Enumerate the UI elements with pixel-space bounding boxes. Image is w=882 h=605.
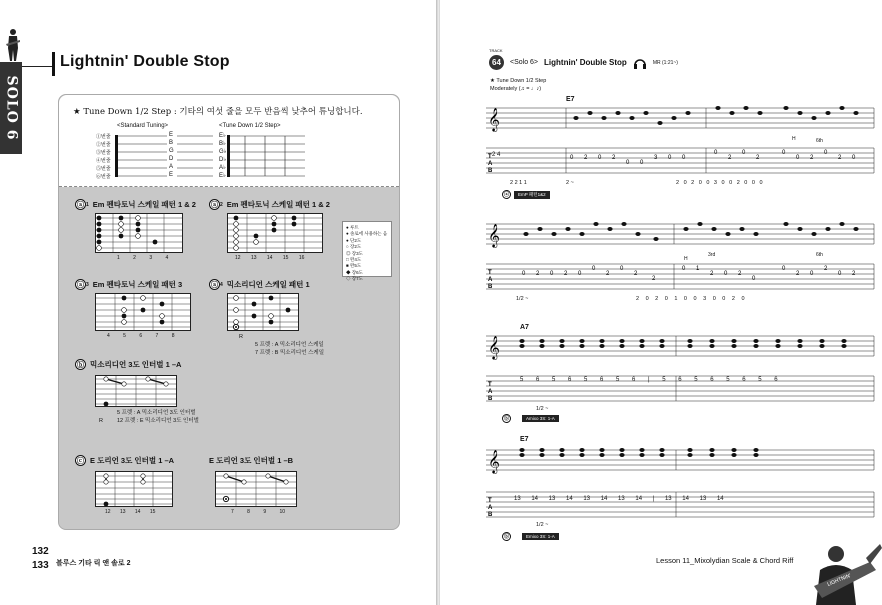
fretboard-a3 <box>95 293 191 331</box>
vibrato-mark: 1/2 ~ <box>536 522 549 528</box>
section-sup: 2 <box>220 201 223 208</box>
svg-text:2: 2 <box>796 271 800 277</box>
svg-text:𝄞: 𝄞 <box>488 107 500 131</box>
section-a3-title <box>75 279 182 290</box>
section-c1-title <box>75 455 174 466</box>
tag-badge: ⓑ <box>503 416 509 422</box>
note-label: G♭ <box>219 149 227 155</box>
chord-name: A7 <box>520 324 529 331</box>
tuning-diagram <box>115 131 315 179</box>
bottom-fingering: 2 0 2 0 1 0 0 3 0 0 2 0 <box>636 296 745 302</box>
svg-text:2: 2 <box>824 266 828 272</box>
section-title-text: Em 펜타토닉 스케일 패턴 1 & 2 <box>226 200 330 209</box>
fret-number: 15 <box>282 255 289 261</box>
scale-tag <box>502 532 559 541</box>
fretboard-b <box>95 375 177 407</box>
note-label: E♭ <box>219 133 226 139</box>
music-system-4 <box>486 434 878 544</box>
root-marker: R <box>239 334 243 340</box>
tune-note: ★ Tune Down 1/2 Step : 기타의 여섯 줄을 모두 반음씩 낮추어 튜닝합니다. <box>73 107 363 117</box>
fret-number: 1 <box>117 255 120 261</box>
a4-note-2: 7 프렛 : B 믹소리디언 스케일 <box>255 350 325 356</box>
fretboard-c1 <box>95 471 173 507</box>
svg-text:A: A <box>488 389 493 395</box>
track-tag: TRACK <box>489 48 503 53</box>
tag-badge: ⓐ <box>503 192 509 198</box>
page-number-right: 133 <box>32 560 49 571</box>
svg-text:0: 0 <box>682 155 686 161</box>
fret-number: 4 <box>165 255 169 261</box>
svg-text:2: 2 <box>584 155 588 161</box>
position-label: 3rd <box>708 252 716 258</box>
lesson-footer: Lesson 11_Mixolydian Scale & Chord Riff <box>656 556 794 565</box>
fretboard-a4-svg <box>228 294 298 330</box>
svg-text:T: T <box>488 270 492 276</box>
svg-text:A: A <box>488 277 493 283</box>
vibrato-mark: 1/2 ~ <box>516 296 529 302</box>
half-step-label: <Tune Down 1/2 Step> <box>219 123 281 129</box>
section-badge: ⓐ <box>209 279 220 290</box>
tab-numbers: 5 6 5 6 5 6 5 6 | 5 6 5 6 5 6 5 6 <box>520 377 778 383</box>
fret-numbers <box>231 509 285 515</box>
svg-text:T: T <box>488 382 492 388</box>
string-label: ⑤번줄 <box>96 166 111 172</box>
section-title-text: E 도리언 3도 인터벌 1 –A <box>90 456 175 465</box>
legend-item: ● 루트 <box>346 225 359 230</box>
note-label: E <box>169 132 174 138</box>
string-label: ⑥번줄 <box>96 174 111 180</box>
section-title-text: E 도리언 3도 인터벌 1 –B <box>209 456 294 465</box>
fret-number: 7 <box>155 333 159 339</box>
svg-text:0: 0 <box>640 160 644 166</box>
page-title: Lightnin' Double Stop <box>60 53 230 70</box>
svg-text:0: 0 <box>824 150 828 156</box>
legend-item: ◆ 장6도 <box>346 269 363 275</box>
note-label: G <box>169 148 174 154</box>
fretboard-b-svg <box>96 376 176 406</box>
legend-item: ● 단2도 <box>346 237 362 243</box>
headphones-icon <box>633 57 647 69</box>
tag-badge: ⓑ <box>503 534 509 540</box>
fret-number: 15 <box>149 509 156 515</box>
svg-text:𝄞: 𝄞 <box>488 223 500 247</box>
fretboard-a4 <box>227 293 299 331</box>
note-label: E♭ <box>219 173 226 179</box>
section-badge: ⓐ <box>75 199 86 210</box>
svg-text:0: 0 <box>724 271 728 277</box>
svg-text:2: 2 <box>852 271 856 277</box>
svg-text:B: B <box>488 396 493 402</box>
svg-text:0: 0 <box>810 271 814 277</box>
section-a2-title <box>209 199 330 210</box>
svg-text:0: 0 <box>852 155 856 161</box>
a4-note-1: 5 프렛 : A 믹소리디언 스케일 <box>255 342 324 348</box>
fret-number: 13 <box>119 509 126 515</box>
fret-number: 2 <box>133 255 136 261</box>
scale-tag <box>502 190 550 199</box>
svg-text:0: 0 <box>782 266 786 272</box>
fretboard-a1 <box>95 213 183 253</box>
fretboard-a2 <box>227 213 323 253</box>
track-time: MR (1:21~) <box>652 59 678 66</box>
fret-number: 12 <box>105 509 111 515</box>
svg-text:2: 2 <box>728 155 732 161</box>
standard-tuning-label: <Standard Tuning> <box>117 123 169 129</box>
scale-panel <box>58 94 400 530</box>
note-label: D <box>169 156 174 162</box>
svg-text:B: B <box>488 284 493 290</box>
svg-text:B: B <box>488 512 493 518</box>
note-label: D♭ <box>219 157 227 163</box>
svg-text:2: 2 <box>652 276 656 282</box>
fretboard-c2-svg <box>216 472 296 506</box>
title-bar <box>52 52 55 76</box>
fret-number: 5 <box>123 333 126 339</box>
fretboard-c2 <box>215 471 297 507</box>
fret-number: 12 <box>235 255 241 261</box>
solo-label: <Solo 6> <box>510 59 539 66</box>
left-page <box>0 0 437 605</box>
svg-text:0: 0 <box>742 150 746 156</box>
svg-text:0: 0 <box>782 150 786 156</box>
svg-text:A: A <box>488 505 493 511</box>
music-system-3 <box>486 322 878 426</box>
root-marker: R <box>99 418 103 424</box>
svg-text:2: 2 <box>810 155 814 161</box>
note-label: A♭ <box>219 165 226 171</box>
vibrato-mark: 1/2 ~ <box>536 406 549 412</box>
page-number-left: 132 <box>32 546 49 557</box>
svg-text:A: A <box>488 161 493 167</box>
svg-text:2: 2 <box>634 271 638 277</box>
svg-text:2: 2 <box>738 271 742 277</box>
svg-text:T: T <box>488 154 492 160</box>
legend-item: ◇ 장7도 <box>346 276 363 282</box>
section-b-title <box>75 359 181 370</box>
note-label: A <box>169 164 174 170</box>
fret-number: 14 <box>134 509 141 515</box>
string-label: ②번줄 <box>96 142 111 148</box>
svg-text:0: 0 <box>626 160 630 166</box>
section-title-text: 믹소리디언 스케일 패턴 1 <box>226 280 310 289</box>
svg-text:2: 2 <box>612 155 616 161</box>
fret-numbers <box>235 255 304 261</box>
svg-text:1: 1 <box>696 266 700 272</box>
note-label: E <box>169 172 174 178</box>
svg-text:0: 0 <box>550 271 554 277</box>
fret-number: 4 <box>107 333 110 339</box>
section-sup: 4 <box>220 281 223 288</box>
string-label: ③번줄 <box>96 150 111 156</box>
svg-text:2: 2 <box>536 271 540 277</box>
fret-number: 7 <box>231 509 234 515</box>
svg-text:2: 2 <box>756 155 760 161</box>
svg-text:0: 0 <box>752 276 756 282</box>
section-sup: 3 <box>86 281 89 288</box>
svg-text:𝄞: 𝄞 <box>488 449 500 473</box>
fret-number: 9 <box>263 509 267 515</box>
chord-name: E7 <box>566 96 575 103</box>
section-badge: ⓑ <box>75 359 86 370</box>
vibrato-mark: 2 ~ <box>566 180 574 186</box>
svg-text:0: 0 <box>598 155 602 161</box>
fretboard-a1-svg <box>96 214 182 252</box>
svg-text:2: 2 <box>838 155 842 161</box>
section-title-text: Em 펜타토닉 스케일 패턴 1 & 2 <box>92 200 196 209</box>
svg-text:2: 2 <box>606 271 610 277</box>
string-label: ①번줄 <box>96 134 111 140</box>
svg-text:T: T <box>488 498 492 504</box>
fret-numbers <box>105 509 155 515</box>
section-c2-title <box>209 455 293 466</box>
fret-number: 14 <box>266 255 273 261</box>
section-sup: 1 <box>86 201 89 208</box>
legend-item: □ 완4도 <box>346 257 362 263</box>
fret-number: 13 <box>250 255 257 261</box>
section-badge: ⓐ <box>209 199 220 210</box>
fret-number: 8 <box>171 333 175 339</box>
svg-text:B: B <box>488 168 493 174</box>
chord-name: E7 <box>520 436 529 443</box>
fretboard-c1-svg <box>96 472 172 506</box>
svg-text:0: 0 <box>838 271 842 277</box>
scale-tag <box>502 414 559 423</box>
svg-text:2: 2 <box>710 271 714 277</box>
note-label: B <box>169 140 174 146</box>
position-label: 6th <box>816 138 823 144</box>
hammer-label: H <box>684 256 688 262</box>
music-system-1 <box>486 94 878 200</box>
svg-text:LIGHTNIN': LIGHTNIN' <box>826 572 853 588</box>
section-a1-title <box>75 199 196 210</box>
b-note-1: 5 프렛 : A 믹소리디언 3도 인터벌 <box>117 410 196 416</box>
fret-number: 16 <box>298 255 305 261</box>
tag-label: EmP 패턴1&2 <box>514 191 550 199</box>
legend-item: ◎ 장3도 <box>346 250 363 256</box>
svg-text:0: 0 <box>682 266 686 272</box>
legend-item: ● 솔로에 사용하는 음 <box>346 231 388 237</box>
fret-number: 3 <box>149 255 153 261</box>
svg-text:0: 0 <box>668 155 672 161</box>
svg-text:0: 0 <box>592 266 596 272</box>
fret-numbers <box>107 333 174 339</box>
section-title-text: 믹소리디언 3도 인터벌 1 –A <box>90 360 182 369</box>
section-badge: ⓐ <box>75 279 86 290</box>
position-label: 6th <box>816 252 823 258</box>
tuning-section <box>59 95 399 187</box>
fretboard-a2-svg <box>228 214 322 252</box>
svg-text:0: 0 <box>578 271 582 277</box>
track-title: Lightnin' Double Stop <box>544 58 627 67</box>
music-system-2 <box>486 214 878 312</box>
section-a4-title <box>209 279 310 290</box>
fret-number: 10 <box>279 509 286 515</box>
right-page <box>440 0 882 605</box>
svg-text:0: 0 <box>714 150 718 156</box>
fretboard-a3-svg <box>96 294 190 330</box>
note-label: B♭ <box>219 141 226 147</box>
svg-text:𝄞: 𝄞 <box>488 335 500 359</box>
tag-label: Emixo 3S: 1-A <box>522 533 559 540</box>
string-label: ④번줄 <box>96 158 111 164</box>
track-header <box>489 55 678 70</box>
title-rule <box>22 66 52 67</box>
track-number: 64 <box>489 55 504 70</box>
svg-text:3: 3 <box>654 155 658 161</box>
bend-amount: 2 2 1 1 <box>510 180 527 186</box>
svg-text:0: 0 <box>620 266 624 272</box>
fret-numbers <box>117 255 168 261</box>
tempo-block <box>490 77 546 93</box>
svg-text:0: 0 <box>570 155 574 161</box>
bottom-fingering: 2 0 2 0 0 3 0 0 2 0 0 0 <box>676 180 763 186</box>
tempo-row: Moderately (♫ = ♩♪) <box>490 86 542 92</box>
b-note-2: 12 프렛 : E 믹소리디언 3도 인터벌 <box>117 418 199 424</box>
tab-numbers: 13 14 13 14 13 14 13 14 | 13 14 13 14 <box>514 496 724 502</box>
fret-number: 6 <box>139 333 143 339</box>
svg-text:0: 0 <box>522 271 526 277</box>
svg-text:0: 0 <box>796 155 800 161</box>
legend-box <box>342 221 392 282</box>
svg-text:2: 2 <box>564 271 568 277</box>
fret-number: 8 <box>247 509 250 515</box>
legend-item: ■ 완5도 <box>346 263 362 269</box>
tune-down-label: ★ Tune Down 1/2 Step <box>490 78 547 84</box>
tag-label: Amixo 3S: 1-A <box>522 415 559 422</box>
hammer-label: H <box>792 136 796 142</box>
legend-item: ○ 장2도 <box>346 244 362 250</box>
tempo-label: Moderately <box>490 86 518 92</box>
section-title-text: Em 펜타토닉 스케일 패턴 3 <box>92 280 183 289</box>
solo-side-tab: SOLO 6 <box>0 62 22 154</box>
tab-pickup: 2 4 <box>492 152 501 158</box>
book-title: 블루스 기타 릭 앤 솔로 2 <box>56 560 131 567</box>
guitarist-photo <box>810 540 882 605</box>
guitarist-silhouette-icon <box>4 28 22 62</box>
section-badge: ⓒ <box>75 455 86 466</box>
